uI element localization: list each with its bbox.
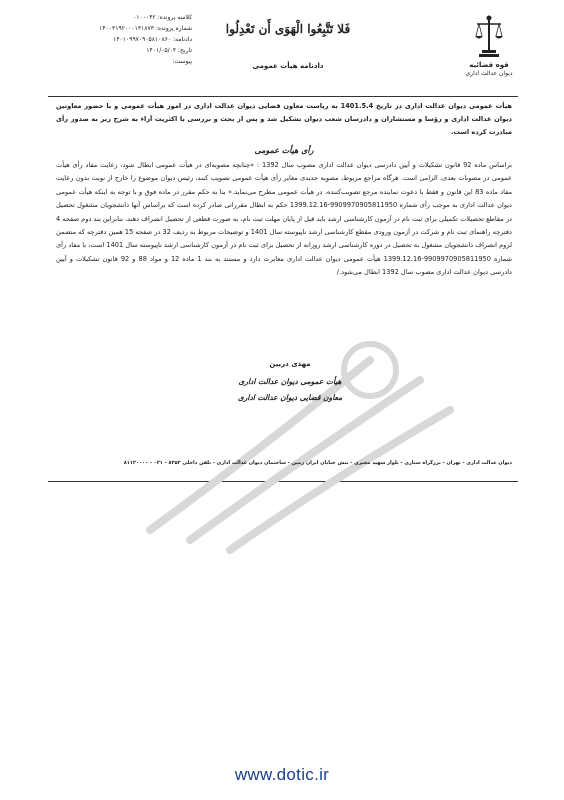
signatory-title-2: معاون قضایی دیوان عدالت اداری [237, 393, 343, 402]
secretariat-title: دادنامه هیأت عمومی [252, 62, 324, 70]
scales-of-justice-icon [474, 14, 504, 60]
verdict-content [56, 100, 512, 280]
verdict-body: براساس ماده 92 قانون تشکیلات و آیین دادرسی دیوان عدالت اداری مصوب سال 1392 : «چنانچه مصوبه‌ای در هیأت عمومی ابطال شود، رعایت مفاد رأی هیأت عمومی در مصوبات بعدی، الزامی است. هرگاه مراجع مربوط، مصوبه جدیدی مغایر رأی هیأت عمومی تصویب کنند، رئیس دیوان موضوع را خارج از نوبت بدون رعایت مفاد ماده 83 این قانون و فقط با دعوت نماینده مرجع تصویب‌کننده، در هیأت عمومی مطرح می‌نماید.» بنا به حکم مقرر در ماده فوق و با توجه به اینکه هیأت عمومی دیوان عدالت اداری به موجب رأی شماره 9909970905811950-1399.12.16 حکم به ابطال مقرراتی صادر کرده است که براساس آنها دانشجویان مشغول تحصیل در مقاطع تحصیلات تکمیلی برای ثبت نام در آزمون کارشناسی ارشد باید قبل از پایان مهلت ثبت نام، به صورت قطعی از تحصیل انصراف دهند، بنابراین بند دوم صفحه 4 دفترچه راهنمای ثبت نام و شرکت در آزمون ورودی مقطع کارشناسی ارشد ناپیوسته سال 1401 و توضیحات مربوط به ردیف 32 در صفحه 15 همین دفترچه که متضمن لزوم انصراف دانشجویان مشغول به تحصیل در دوره کارشناسی ارشد روزانه از تحصیل برای ثبت نام در آزمون کارشناسی ارشد ناپیوسته سال 1401 است، با مفاد رأی شماره 9909970905811950-1399.12.16 هیأت عمومی دیوان عدالت اداری مغایرت دارد و مستند به بند 1 ماده 12 و مواد 88 و 92 قانون تشکیلات و آیین دادرسی دیوان عدالت اداری مصوب سال 1392 ابطال می‌شود./ [56, 161, 512, 277]
emblem-org-name: قوه قضائیه [469, 61, 509, 69]
case-metadata [52, 12, 192, 67]
section-title: رأی هیأت عمومی [254, 145, 314, 155]
emblem-sub-name: دیوان عدالت اداری [465, 70, 513, 77]
intro-paragraph: هیأت عمومی دیوان عدالت اداری در تاریخ 1401.5.4 به ریاست معاون قضایی دیوان عدالت اداری در امور هیأت عمومی و با حضور معاونین دیوان عدالت اداری و رؤسا و مستشاران و دادرسان شعب دیوان تشکیل شد و پس از بحث و بررسی با اکثریت آراء به شرح زیر به صدور رأی مبادرت کرده است. [56, 102, 512, 136]
footer-address: دیوان عدالت اداری - تهران - بزرگراه ستاری - بلوار شهید مخبری - نبش خیابان ایران زمین - ساختمان دیوان عدالت اداری - تلفن داخلی ۸۳۵۳ - ۰۲۱ - ۸۱۱۲۰۰۰۰ [123, 460, 512, 466]
verdict-number: دادنامه: ۱۴۰۱۰۹۹۷۰۹۰۵۸۱۰۸۶۰ [113, 36, 192, 43]
signatory-name: مهدی دربین [269, 360, 311, 368]
signature-block [200, 360, 380, 406]
website-url: www.dotic.ir [234, 765, 330, 784]
attachment: پیوست: [172, 58, 192, 65]
verdict-date: تاریخ: ۱۴۰۱/۰۵/۰۴ [146, 47, 192, 54]
signatory-title-1: هیأت عمومی دیوان عدالت اداری [238, 377, 342, 386]
judiciary-emblem [462, 14, 516, 94]
case-number: شماره پرونده: ۱۴۰۰۳۱۹۲۰۰۰۱۳۱۸۷۳ [99, 25, 192, 32]
case-class: کلاسه پرونده: ۰۱۰۰۰۴۲ [133, 14, 192, 21]
quran-motto: فَلا تَتَّبِعُوا الْهَوَى أَن تَعْدِلُوا [225, 22, 351, 36]
document-header [48, 10, 518, 96]
